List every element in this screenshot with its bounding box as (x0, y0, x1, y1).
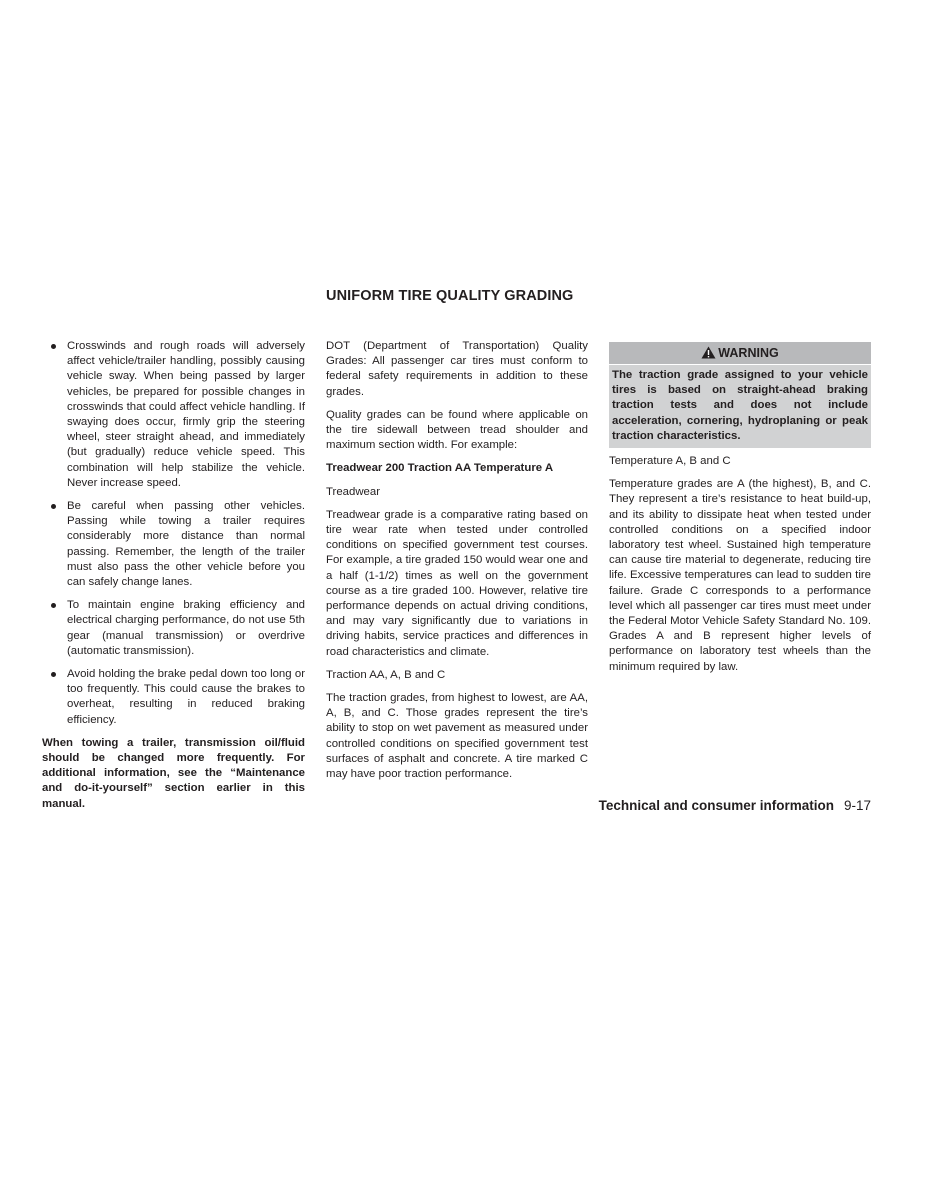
treadwear-heading: Treadwear (326, 485, 381, 498)
warning-title: WARNING (718, 346, 779, 360)
list-item: Be careful when passing other vehicles. Passing while towing a trailer requires considerably more distance than normal passing. Remember, the length of the trailer must also pass the other vehicle before you can safely change lanes. (42, 499, 305, 590)
transmission-note: When towing a trailer, transmission oil/fluid should be changed more frequently. For additional information, see the “Maintenance and do-it-yourself” section earlier in this manual. (42, 736, 305, 810)
sidewall-paragraph: Quality grades can be found where applicable on the tire sidewall between tread shoulder and maximum section width. For example: (326, 408, 588, 452)
traction-heading: Traction AA, A, B and C (326, 668, 446, 681)
list-item: Avoid holding the brake pedal down too long or too frequently. This could cause the brakes to overheat, resulting in reduced braking efficiency. (42, 667, 305, 728)
dot-paragraph: DOT (Department of Transportation) Quality Grades: All passenger car tires must conform to federal safety requirements in addition to these grades. (326, 340, 588, 398)
grade-example: Treadwear 200 Traction AA Temperature A (326, 462, 554, 475)
list-item: To maintain engine braking efficiency and electrical charging performance, do not use 5th gear (manual transmission) or overdrive (automatic transmission). (42, 598, 305, 659)
section-title: UNIFORM TIRE QUALITY GRADING (326, 288, 574, 304)
chapter-title: Technical and consumer information (598, 798, 834, 813)
page-number: 9-17 (843, 798, 871, 813)
warning-text: The traction grade assigned to your vehicle tires is based on straight-ahead braking traction tests and does not include acceleration, cornering, hydroplaning or peak traction characteristics. (612, 369, 868, 442)
column-right (609, 342, 871, 683)
towing-tips-list (42, 339, 305, 728)
list-item: Crosswinds and rough roads will adversely affect vehicle/trailer handling, possibly causing vehicle sway. When being passed by larger vehicles, be prepared for possible changes in crosswinds that could affect vehicle handling. If swaying does occur, firmly grip the steering wheel, steer straight ahead, and immediately (but gradually) reduce vehicle speed. This combination will help stabilize the vehicle. Never increase speed. (42, 339, 305, 491)
temperature-paragraph: Temperature grades are A (the highest), B, and C. They represent a tire’s resistance to heat build-up, and its ability to dissipate heat when tested under controlled conditions on a specified indoor laboratory test wheel. Sustained high temperature can cause tire material to degenerate, reducing tire life. Excessive temperatures can lead to sudden tire failure. Grade C corresponds to a performance level which all passenger car tires must meet under the Federal Motor Vehicle Safety Standard No. 109. Grades A and B represent higher levels of performance on laboratory test wheels than the minimum required by law. (609, 478, 871, 673)
traction-paragraph: The traction grades, from highest to lowest, are AA, A, B, and C. Those grades represent the tire’s ability to stop on wet pavement as measured under controlled conditions on specified government test surfaces of asphalt and concrete. A tire marked C may have poor traction performance. (326, 692, 588, 781)
column-middle (326, 339, 588, 790)
warning-box (609, 342, 871, 448)
temperature-heading: Temperature A, B and C (609, 455, 731, 468)
column-left (42, 339, 305, 812)
treadwear-paragraph: Treadwear grade is a comparative rating based on tire wear rate when tested under controlled conditions on specified government test courses. For example, a tire graded 150 would wear one and a half (1-1/2) times as well on the government course as a tire graded 100. However, relative tire performance depends on actual driving conditions, and may vary significantly due to variations in driving habits, service practices and differences in road characteristics and climate. (326, 508, 588, 658)
warning-header (609, 342, 871, 365)
warning-icon (701, 346, 716, 359)
page-footer (560, 798, 871, 813)
